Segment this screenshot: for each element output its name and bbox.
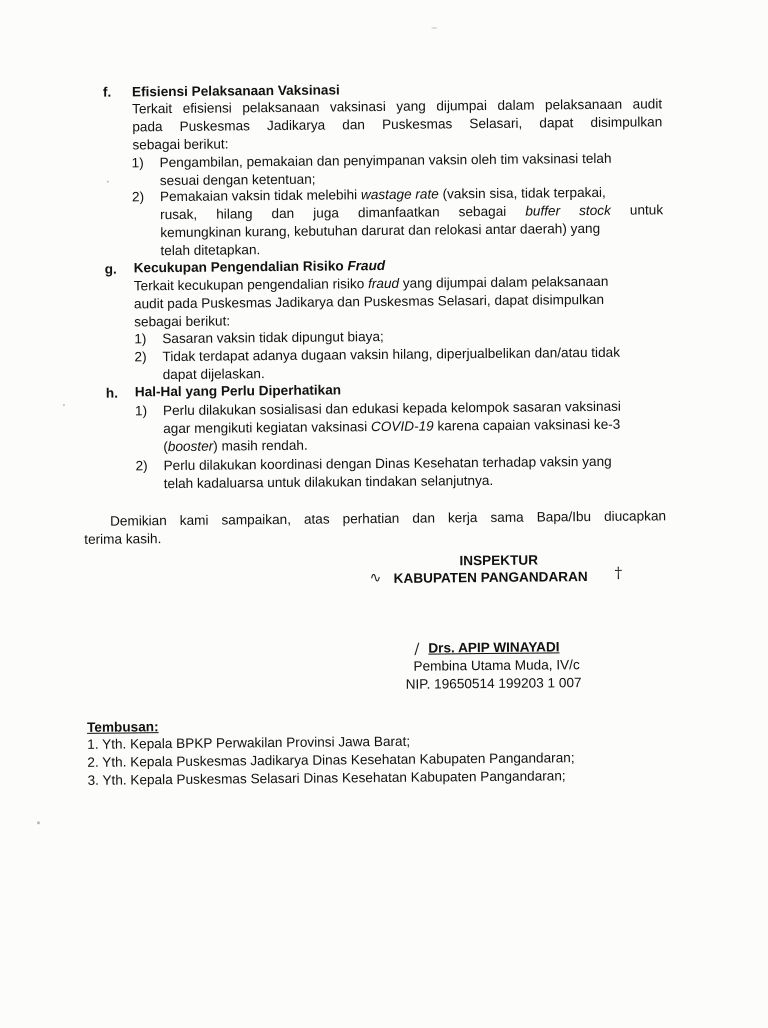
section-g-intro-2: audit pada Puskesmas Jadikarya dan Puskesmas Selasari, dapat disimpulkan bbox=[133, 291, 605, 312]
scan-speck bbox=[107, 181, 109, 183]
section-f-marker: f. bbox=[102, 84, 112, 100]
signatory-rank: Pembina Utama Muda, IV/c bbox=[413, 657, 580, 674]
closing-line-1: Demikian kami sampaikan, atas perhatian dan kerja sama Bapa/Ibu diucapkan bbox=[110, 508, 667, 529]
scan-speck bbox=[63, 404, 65, 406]
section-f-item-2-line-4: telah ditetapkan. bbox=[160, 242, 261, 259]
signatory-name: Drs. APIP WINAYADI bbox=[428, 639, 560, 656]
section-f-item-2-line-1: Pemakaian vaksin tidak melebihi wastage rate (vaksin sisa, tidak terpakai, bbox=[159, 184, 606, 205]
section-f-item-2-number: 2) bbox=[131, 189, 145, 205]
signature-stroke-icon: / bbox=[414, 639, 420, 658]
paraf-mark-icon: ∿ bbox=[369, 570, 382, 587]
section-f-item-1-line-2: sesuai dengan ketentuan; bbox=[159, 171, 316, 189]
scan-speck bbox=[37, 821, 40, 824]
signature-title-1: INSPEKTUR bbox=[459, 552, 539, 569]
section-h-heading: Hal-Hal yang Perlu Diperhatikan bbox=[134, 382, 342, 400]
section-h-item-2-number: 2) bbox=[135, 458, 148, 474]
section-f-item-2-line-3: kemungkinan kurang, kebutuhan darurat dan relokasi antar daerah) yang bbox=[160, 220, 601, 241]
section-g-intro-1: Terkait kecukupan pengendalian risiko fraud yang dijumpai dalam pelaksanaan bbox=[133, 273, 609, 294]
section-h-item-1-line-3: (booster) masih rendah. bbox=[163, 437, 308, 455]
closing-line-2: terima kasih. bbox=[84, 531, 162, 547]
section-g-item-2-line-1: Tidak terdapat adanya dugaan vaksin hilang, diperjualbelikan dan/atau tidak bbox=[162, 344, 621, 365]
section-h-item-1-number: 1) bbox=[134, 403, 148, 419]
section-g-item-2-line-2: dapat dijelaskan. bbox=[162, 366, 265, 383]
section-h-item-1-line-2: agar mengikuti kegiatan vaksinasi COVID-19 karena capaian vaksinasi ke-3 bbox=[163, 416, 621, 437]
section-f-intro-1: Terkait efisiensi pelaksanaan vaksinasi yang dijumpai dalam pelaksanaan audit bbox=[132, 96, 663, 117]
section-h-item-2-line-2: telah kadaluarsa untuk dilakukan tindakan selanjutnya. bbox=[163, 472, 494, 492]
tembusan-item: 3. Yth. Kepala Puskesmas Selasari Dinas Kesehatan Kabupaten Pangandaran; bbox=[87, 768, 566, 788]
tembusan-item: 2. Yth. Kepala Puskesmas Jadikarya Dinas Kesehatan Kabupaten Pangandaran; bbox=[87, 750, 575, 770]
section-h-item-2-line-1: Perlu dilakukan koordinasi dengan Dinas Kesehatan terhadap vaksin yang bbox=[163, 453, 612, 474]
section-h-marker: h. bbox=[105, 385, 119, 401]
section-f-item-1-number: 1) bbox=[131, 155, 144, 171]
tembusan-item: 1. Yth. Kepala BPKP Perwakilan Provinsi Jawa Barat; bbox=[87, 733, 411, 752]
signatory-nip: NIP. 19650514 199203 1 007 bbox=[405, 675, 582, 692]
section-f-heading: Efisiensi Pelaksanaan Vaksinasi bbox=[131, 82, 340, 100]
scan-speck bbox=[431, 27, 437, 28]
section-f-intro-3: sebagai berikut: bbox=[132, 136, 229, 153]
section-g-item-2-number: 2) bbox=[134, 349, 147, 365]
section-g-marker: g. bbox=[104, 261, 117, 277]
signature-title-2: KABUPATEN PANGANDARAN bbox=[393, 569, 588, 586]
section-g-intro-3: sebagai berikut: bbox=[134, 313, 231, 330]
section-g-heading: Kecukupan Pengendalian Risiko Fraud bbox=[133, 257, 386, 276]
section-g-item-1-number: 1) bbox=[134, 331, 147, 347]
section-f-item-2-line-2: rusak, hilang dan juga dimanfaatkan sebagai buffer stock untuk bbox=[160, 202, 664, 223]
tembusan-heading: Tembusan: bbox=[86, 719, 159, 735]
section-f-intro-2: pada Puskesmas Jadikarya dan Puskesmas Selasari, dapat disimpulkan bbox=[132, 114, 663, 135]
section-f-item-1-line-1: Pengambilan, pemakaian dan penyimpanan vaksin oleh tim vaksinasi telah bbox=[159, 150, 612, 171]
paraf-mark-icon: † bbox=[614, 563, 623, 582]
section-h-item-1-line-1: Perlu dilakukan sosialisasi dan edukasi kepada kelompok sasaran vaksinasi bbox=[162, 398, 621, 419]
section-g-item-1: Sasaran vaksin tidak dipungut biaya; bbox=[162, 328, 384, 347]
